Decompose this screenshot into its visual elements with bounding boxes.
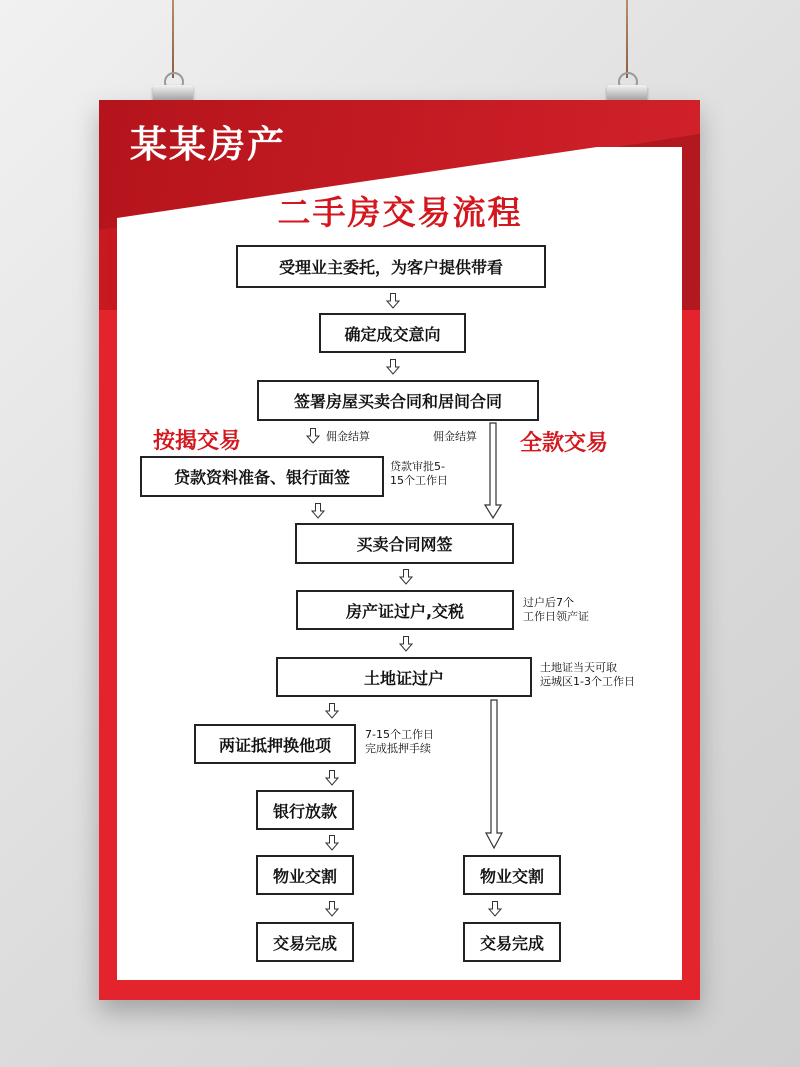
step-accept-commission: 受理业主委托，为客户提供带看 <box>236 245 546 288</box>
note-cert-line2: 工作日领产证 <box>523 610 589 623</box>
hollow-down-arrow-icon <box>325 835 339 851</box>
step-confirm-intent: 确定成交意向 <box>319 313 466 353</box>
note-land-certificate <box>540 661 635 689</box>
step-sign-contracts: 签署房屋买卖合同和居间合同 <box>257 380 539 421</box>
step-property-handover-right: 物业交割 <box>463 855 561 895</box>
note-land-line2: 远城区1-3个工作日 <box>540 675 635 688</box>
note-commission-left: 佣金结算 <box>326 430 370 443</box>
hollow-down-arrow-icon <box>399 569 413 585</box>
hollow-down-arrow-icon <box>488 901 502 917</box>
step-online-contract: 买卖合同网签 <box>295 523 514 564</box>
note-mortgage-days <box>365 728 434 756</box>
note-mortgage-line2: 完成抵押手续 <box>365 742 431 755</box>
note-certificate-after-transfer <box>523 596 589 624</box>
brand-title: 某某房产 <box>130 123 286 166</box>
step-property-transfer: 房产证过户,交税 <box>296 590 514 630</box>
step-loan-preparation: 贷款资料准备、银行面签 <box>140 456 384 497</box>
hollow-down-arrow-icon <box>399 636 413 652</box>
step-property-handover-left: 物业交割 <box>256 855 354 895</box>
hollow-down-arrow-icon <box>386 359 400 375</box>
full-payment-arrow-lower <box>486 700 502 848</box>
note-mortgage-line1: 7-15个工作日 <box>365 728 434 741</box>
hollow-down-arrow-icon <box>386 293 400 309</box>
step-transaction-complete-left: 交易完成 <box>256 922 354 962</box>
step-bank-loan: 银行放款 <box>256 790 354 830</box>
step-mortgage-swap: 两证抵押换他项 <box>194 724 356 764</box>
note-cert-line1: 过户后7个 <box>523 596 574 609</box>
hollow-down-arrow-icon <box>325 703 339 719</box>
label-mortgage-transaction: 按揭交易 <box>153 428 242 454</box>
page-title: 二手房交易流程 <box>277 193 523 232</box>
hollow-down-arrow-icon <box>306 428 320 444</box>
note-commission-right: 佣金结算 <box>433 430 477 443</box>
hollow-down-arrow-icon <box>311 503 325 519</box>
step-land-transfer: 土地证过户 <box>276 657 532 697</box>
full-payment-arrow-upper <box>485 423 501 518</box>
note-loan-approval-line2: 15个工作日 <box>390 474 448 487</box>
hollow-down-arrow-icon <box>325 901 339 917</box>
step-transaction-complete-right: 交易完成 <box>463 922 561 962</box>
label-full-payment-transaction: 全款交易 <box>520 430 609 456</box>
note-loan-approval-line1: 贷款审批5- <box>390 460 445 473</box>
note-loan-approval <box>390 460 448 488</box>
hollow-down-arrow-icon <box>325 770 339 786</box>
note-land-line1: 土地证当天可取 <box>540 661 617 674</box>
